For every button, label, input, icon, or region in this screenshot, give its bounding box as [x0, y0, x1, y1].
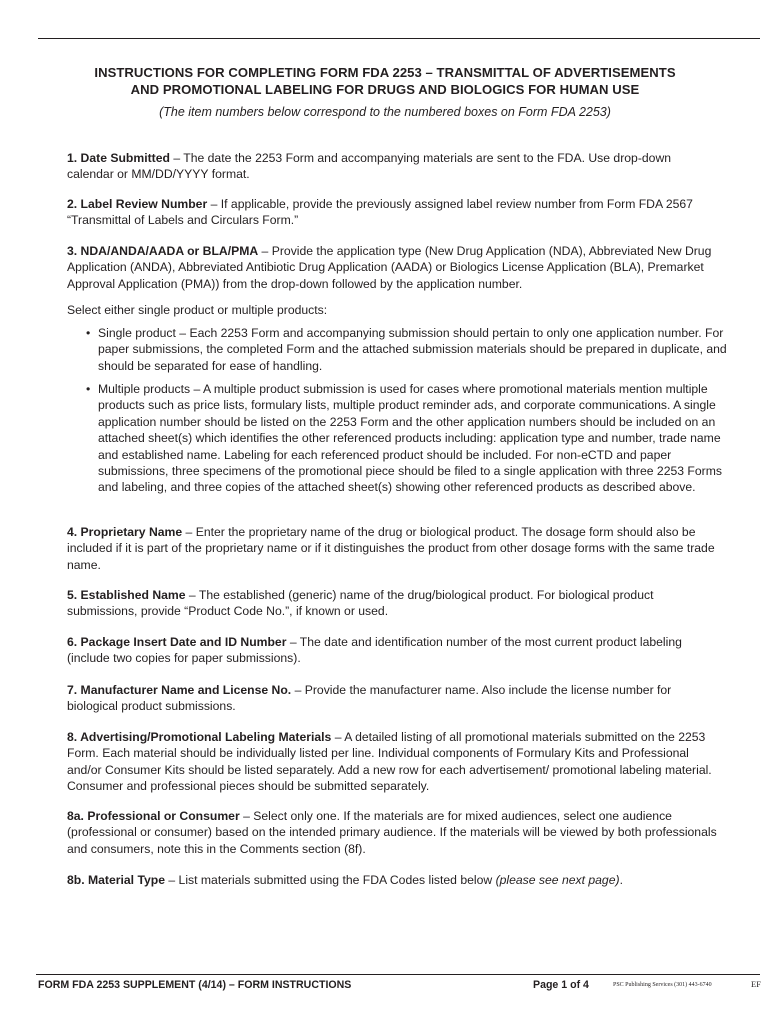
item-4-proprietary-name — [67, 524, 717, 573]
item-6-text: – The date and identification number of the most current product labeling (include two copies for paper submissions). — [67, 635, 682, 666]
footer-publisher: PSC Publishing Services (301) 443-6740 — [613, 982, 712, 988]
item-8a-heading: 8a. Professional or Consumer — [67, 809, 240, 823]
bullet-dot: • — [86, 382, 91, 396]
item-3-text: – Provide the application type (New Drug Application (NDA), Abbreviated New Drug Application (ANDA), Abbreviated Antibiotic Drug Application (AADA) or Biologics License Application (BLA), Premarket Approval Application (PMA)) from the drop-down followed by the application number. — [67, 244, 712, 291]
bullet-single-product-text: Single product – Each 2253 Form and accompanying submission should pertain to only one application number. For paper submissions, the completed Form and the attached submission materials should be prepared in duplicate, and should be separated for ease of handling. — [98, 326, 727, 373]
item-1-heading: 1. Date Submitted — [67, 151, 170, 165]
item-7-text: – Provide the manufacturer name. Also include the license number for biological product submissions. — [67, 683, 672, 714]
select-products-instruction: Select either single product or multiple products: — [67, 303, 328, 317]
item-8b-material-type — [67, 872, 717, 888]
item-1-date-submitted — [67, 150, 717, 183]
item-6-package-insert — [67, 634, 717, 667]
title-line-2: AND PROMOTIONAL LABELING FOR DRUGS AND BIOLOGICS FOR HUMAN USE — [130, 82, 640, 97]
footer-code: EF — [751, 979, 761, 989]
item-2-label-review-number — [67, 196, 717, 229]
item-2-text: – If applicable, provide the previously assigned label review number from Form FDA 2567 “Transmittal of Labels and Circulars Form.” — [67, 197, 693, 228]
item-6-heading: 6. Package Insert Date and ID Number — [67, 635, 287, 649]
footer-rule — [36, 974, 760, 975]
title-line-1: INSTRUCTIONS FOR COMPLETING FORM FDA 2253 – TRANSMITTAL OF ADVERTISEMENTS — [94, 65, 676, 80]
item-1-text: – The date the 2253 Form and accompanying materials are sent to the FDA. Use drop-down calendar or MM/DD/YYYY format. — [67, 151, 672, 182]
item-8b-end: . — [619, 873, 623, 887]
item-7-heading: 7. Manufacturer Name and License No. — [67, 683, 292, 697]
top-rule — [38, 38, 760, 39]
item-5-established-name — [67, 587, 717, 620]
item-8a-professional-consumer — [67, 808, 717, 857]
page-title — [48, 64, 722, 98]
item-4-text: – Enter the proprietary name of the drug or biological product. The dosage form should also be included if it is part of the proprietary name or if it distinguishes the product from other dosage forms with the same trade name. — [67, 525, 715, 572]
item-8b-heading: 8b. Material Type — [67, 873, 165, 887]
item-8b-italic-note: (please see next page) — [495, 873, 620, 887]
item-8-text: – A detailed listing of all promotional materials submitted on the 2253 Form. Each material should be individually listed per line. Individual components of Formulary Kits and Professional and/or Consumer Kits should be listed separately. Add a new row for each advertisement/ promotional labeling material. Consumer and professional pieces should be submitted separately. — [67, 730, 712, 794]
item-3-application-type — [67, 243, 717, 292]
bullet-multiple-products — [86, 381, 728, 496]
item-7-manufacturer — [67, 682, 717, 715]
item-8b-text: – List materials submitted using the FDA Codes listed below — [164, 873, 496, 887]
item-8a-text: – Select only one. If the materials are for mixed audiences, select one audience (professional or consumer) based on the intended primary audience. If the materials will be viewed by both professionals and consumers, note this in the Comments section (8f). — [67, 809, 717, 856]
item-2-heading: 2. Label Review Number — [67, 197, 208, 211]
bullet-multiple-products-text: Multiple products – A multiple product submission is used for cases where promotional materials mention multiple products such as price lists, formulary lists, multiple product reminder ads, and corporate communications. A single application number should be listed on the 2253 Form and the other application numbers should be included on an attached sheet(s) which identifies the other referenced products including: application type and number, trade name and established name. Labeling for each referenced product should be included. For non-eCTD and paper submissions, three specimens of the promotional piece should be filed to a single application with three 2253 Forms and labeling, and three copies of the attached sheet(s) showing other referenced products as described above. — [98, 382, 722, 495]
bullet-single-product — [86, 325, 728, 374]
item-8-heading: 8. Advertising/Promotional Labeling Materials — [67, 730, 332, 744]
footer-form-id: FORM FDA 2253 SUPPLEMENT (4/14) – FORM INSTRUCTIONS — [38, 979, 352, 991]
item-3-heading: 3. NDA/ANDA/AADA or BLA/PMA — [67, 244, 259, 258]
item-5-text: – The established (generic) name of the drug/biological product. For biological product submissions, provide “Product Code No.”, if known or used. — [67, 588, 654, 619]
page-subtitle: (The item numbers below correspond to the numbered boxes on Form FDA 2253) — [159, 105, 611, 119]
item-5-heading: 5. Established Name — [67, 588, 186, 602]
item-4-heading: 4. Proprietary Name — [67, 525, 183, 539]
item-8-promotional-materials — [67, 729, 717, 795]
bullet-dot: • — [86, 326, 91, 340]
footer-page-number: Page 1 of 4 — [533, 979, 589, 991]
